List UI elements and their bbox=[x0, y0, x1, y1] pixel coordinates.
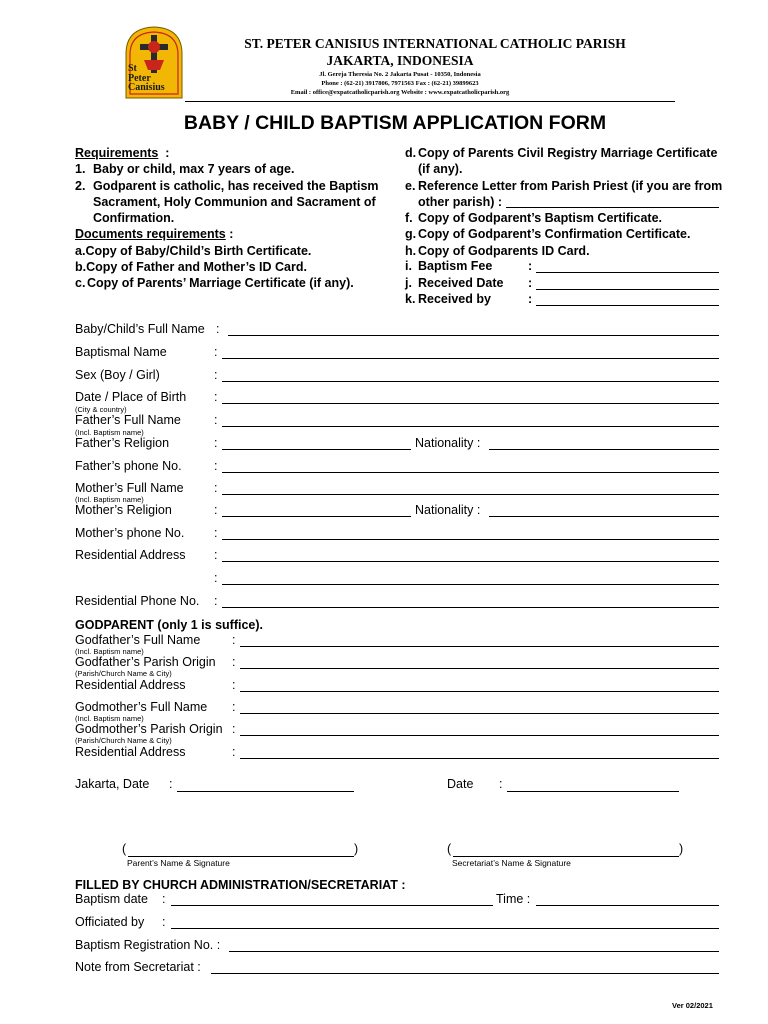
colon: : bbox=[214, 345, 218, 359]
list-item: 2. Godparent is catholic, has received the Baptism Sacrament, Holy Communion and Sacrament of Confirmation. bbox=[75, 178, 379, 226]
mother-name-field[interactable] bbox=[222, 494, 719, 495]
dob-note: (City & country) bbox=[75, 405, 127, 414]
fee-num: j. bbox=[405, 276, 412, 290]
colon: : bbox=[528, 259, 533, 273]
list-item: b. Copy of Father and Mother’s ID Card. bbox=[75, 260, 307, 275]
received-by-field[interactable] bbox=[536, 305, 719, 306]
godfather-name-label: Godfather’s Full Name bbox=[75, 633, 201, 647]
father-name-field[interactable] bbox=[222, 426, 719, 427]
registration-no-label: Baptism Registration No. : bbox=[75, 938, 221, 952]
address-field-line-2[interactable] bbox=[222, 584, 719, 585]
parent-signature-caption: Parent’s Name & Signature bbox=[127, 858, 230, 868]
mother-phone-label: Mother’s phone No. bbox=[75, 526, 185, 540]
sex-label: Sex (Boy / Girl) bbox=[75, 368, 160, 382]
colon: : bbox=[216, 322, 220, 336]
list-item: c. Copy of Parents’ Marriage Certificate (if any). bbox=[75, 276, 354, 291]
godmother-name-label: Godmother’s Full Name bbox=[75, 700, 208, 714]
colon: : bbox=[232, 700, 236, 714]
father-name-label: Father’s Full Name bbox=[75, 413, 181, 427]
registration-no-field[interactable] bbox=[229, 951, 719, 952]
godfather-address-label: Residential Address bbox=[75, 678, 186, 692]
godmother-parish-label: Godmother’s Parish Origin bbox=[75, 722, 223, 736]
parish-city: JAKARTA, INDONESIA bbox=[326, 53, 474, 68]
colon: : bbox=[214, 503, 218, 517]
mother-name-label: Mother’s Full Name bbox=[75, 481, 184, 495]
logo-text-line: Canisius bbox=[128, 82, 165, 93]
colon: : bbox=[214, 436, 218, 450]
baptism-fee-field[interactable] bbox=[536, 272, 719, 273]
fee-label: Received Date bbox=[418, 276, 504, 290]
parish-address: Jl. Gereja Theresia No. 2 Jakarta Pusat - 10350, Indonesia bbox=[319, 71, 481, 78]
officiated-by-label: Officiated by bbox=[75, 915, 145, 929]
colon: : bbox=[232, 633, 236, 647]
colon: : bbox=[214, 594, 218, 608]
date-label: Date bbox=[447, 777, 474, 791]
fee-num: k. bbox=[405, 292, 416, 306]
godfather-parish-field[interactable] bbox=[240, 668, 719, 669]
paren-open: ( bbox=[447, 842, 452, 856]
paren-close: ) bbox=[679, 842, 684, 856]
colon: : bbox=[232, 678, 236, 692]
list-item: a. Copy of Baby/Child’s Birth Certificate. bbox=[75, 243, 312, 258]
address-field-line-1[interactable] bbox=[222, 561, 719, 562]
form-title: BABY / CHILD BAPTISM APPLICATION FORM bbox=[183, 112, 607, 134]
godfather-name-field[interactable] bbox=[240, 646, 719, 647]
baptism-date-label: Baptism date bbox=[75, 892, 148, 906]
godfather-address-field[interactable] bbox=[240, 691, 719, 692]
mother-phone-field[interactable] bbox=[222, 539, 719, 540]
address-label: Residential Address bbox=[75, 548, 186, 562]
godmother-address-field[interactable] bbox=[240, 758, 719, 759]
colon: : bbox=[214, 571, 218, 585]
nationality-label: Nationality : bbox=[415, 436, 481, 450]
time-field[interactable] bbox=[536, 905, 719, 906]
fee-label: Baptism Fee bbox=[418, 259, 493, 273]
father-nationality-field[interactable] bbox=[489, 449, 719, 450]
colon: : bbox=[162, 915, 166, 929]
requirements-heading: Requirements bbox=[75, 146, 159, 160]
baptism-date-field[interactable] bbox=[171, 905, 493, 906]
secretariat-signature-field[interactable] bbox=[453, 856, 679, 857]
mother-nationality-field[interactable] bbox=[489, 516, 719, 517]
colon: : bbox=[528, 276, 533, 290]
baptismal-name-label: Baptismal Name bbox=[75, 345, 167, 359]
child-name-label: Baby/Child’s Full Name bbox=[75, 322, 205, 336]
father-phone-label: Father’s phone No. bbox=[75, 459, 182, 473]
paren-open: ( bbox=[122, 842, 127, 856]
place-date-field[interactable] bbox=[177, 791, 354, 792]
received-date-field[interactable] bbox=[536, 289, 719, 290]
reference-letter-line[interactable] bbox=[506, 207, 719, 208]
godfather-name-note: (Incl. Baptism name) bbox=[75, 647, 144, 656]
officiated-by-field[interactable] bbox=[171, 928, 719, 929]
secretariat-note-label: Note from Secretariat : bbox=[75, 960, 201, 974]
mother-religion-field[interactable] bbox=[222, 516, 411, 517]
logo-text-line: Peter bbox=[128, 72, 151, 84]
secretariat-signature-caption: Secretariat’s Name & Signature bbox=[452, 858, 571, 868]
paren-close: ) bbox=[354, 842, 359, 856]
godmother-parish-note: (Parish/Church Name & City) bbox=[75, 736, 172, 745]
colon: : bbox=[232, 745, 236, 759]
header-divider bbox=[185, 101, 675, 102]
dob-label: Date / Place of Birth bbox=[75, 390, 187, 404]
colon: : bbox=[162, 892, 166, 906]
secretariat-note-field[interactable] bbox=[211, 973, 719, 974]
colon: : bbox=[214, 459, 218, 473]
dob-field[interactable] bbox=[222, 403, 719, 404]
list-item: 1. Baby or child, max 7 years of age. bbox=[75, 162, 295, 177]
res-phone-label: Residential Phone No. bbox=[75, 594, 200, 608]
godfather-parish-note: (Parish/Church Name & City) bbox=[75, 669, 172, 678]
list-item: f. Copy of Godparent’s Baptism Certificate. bbox=[405, 211, 663, 226]
colon: : bbox=[499, 777, 503, 791]
father-religion-field[interactable] bbox=[222, 449, 411, 450]
father-religion-label: Father’s Religion bbox=[75, 436, 170, 450]
time-label: Time : bbox=[496, 892, 531, 906]
res-phone-field[interactable] bbox=[222, 607, 719, 608]
colon: : bbox=[214, 390, 218, 404]
colon: : bbox=[214, 526, 218, 540]
admin-heading: FILLED BY CHURCH ADMINISTRATION/SECRETARIAT : bbox=[75, 878, 406, 892]
list-item: d. Copy of Parents Civil Registry Marriage Certificate (if any). bbox=[405, 146, 718, 177]
nationality-label: Nationality : bbox=[415, 503, 481, 517]
colon: : bbox=[528, 292, 533, 306]
child-name-field[interactable] bbox=[228, 335, 719, 336]
list-item: e. Reference Letter from Parish Priest (if you are from other parish) : bbox=[405, 178, 723, 209]
list-item: h. Copy of Godparents ID Card. bbox=[405, 243, 590, 258]
mother-name-note: (Incl. Baptism name) bbox=[75, 495, 144, 504]
colon: : bbox=[232, 722, 236, 736]
godmother-parish-field[interactable] bbox=[240, 735, 719, 736]
godfather-parish-label: Godfather’s Parish Origin bbox=[75, 655, 216, 669]
list-item: g. Copy of Godparent’s Confirmation Certificate. bbox=[405, 227, 691, 242]
godmother-name-note: (Incl. Baptism name) bbox=[75, 714, 144, 723]
father-phone-field[interactable] bbox=[222, 472, 719, 473]
parish-name: ST. PETER CANISIUS INTERNATIONAL CATHOLIC PARISH bbox=[244, 36, 626, 51]
colon: : bbox=[214, 413, 218, 427]
documents-heading: Documents requirements bbox=[75, 227, 226, 242]
godmother-address-label: Residential Address bbox=[75, 745, 186, 759]
sex-field[interactable] bbox=[222, 381, 719, 382]
requirements-left: Requirements : 1. Baby or child, max 7 years of age. 2. Godparent is catholic, has received the Baptism Sacrament, Holy Communion and Sacrament of Confirmation. Documents requirements : a. Copy of Baby/Child’s Birth Certificate. b. Copy of Father and Mother’s ID Card. c. Copy of Parents’ Marriage Certificate (if any). bbox=[75, 145, 385, 292]
date-field[interactable] bbox=[507, 791, 679, 792]
requirements-right bbox=[405, 145, 727, 259]
colon: : bbox=[214, 481, 218, 495]
fee-label: Received by bbox=[418, 292, 491, 306]
mother-religion-label: Mother’s Religion bbox=[75, 503, 172, 517]
version-label: Ver 02/2021 bbox=[672, 1001, 713, 1010]
colon: : bbox=[169, 777, 173, 791]
godmother-name-field[interactable] bbox=[240, 713, 719, 714]
godparent-heading: GODPARENT (only 1 is suffice). bbox=[75, 618, 263, 632]
father-name-note: (Incl. Baptism name) bbox=[75, 428, 144, 437]
colon: : bbox=[232, 655, 236, 669]
parent-signature-field[interactable] bbox=[128, 856, 354, 857]
baptismal-name-field[interactable] bbox=[222, 358, 719, 359]
parish-phone: Phone : (62-21) 3917806, 7971563 Fax : (62-21) 39899623 bbox=[321, 80, 479, 87]
colon: : bbox=[214, 368, 218, 382]
colon: : bbox=[214, 548, 218, 562]
fee-num: i. bbox=[405, 259, 412, 273]
parish-email: Email : office@expatcatholicparish.org Website : www.expatcatholicparish.org bbox=[290, 89, 510, 96]
logo-text-line: St bbox=[128, 63, 137, 74]
place-date-label: Jakarta, Date bbox=[75, 777, 150, 791]
